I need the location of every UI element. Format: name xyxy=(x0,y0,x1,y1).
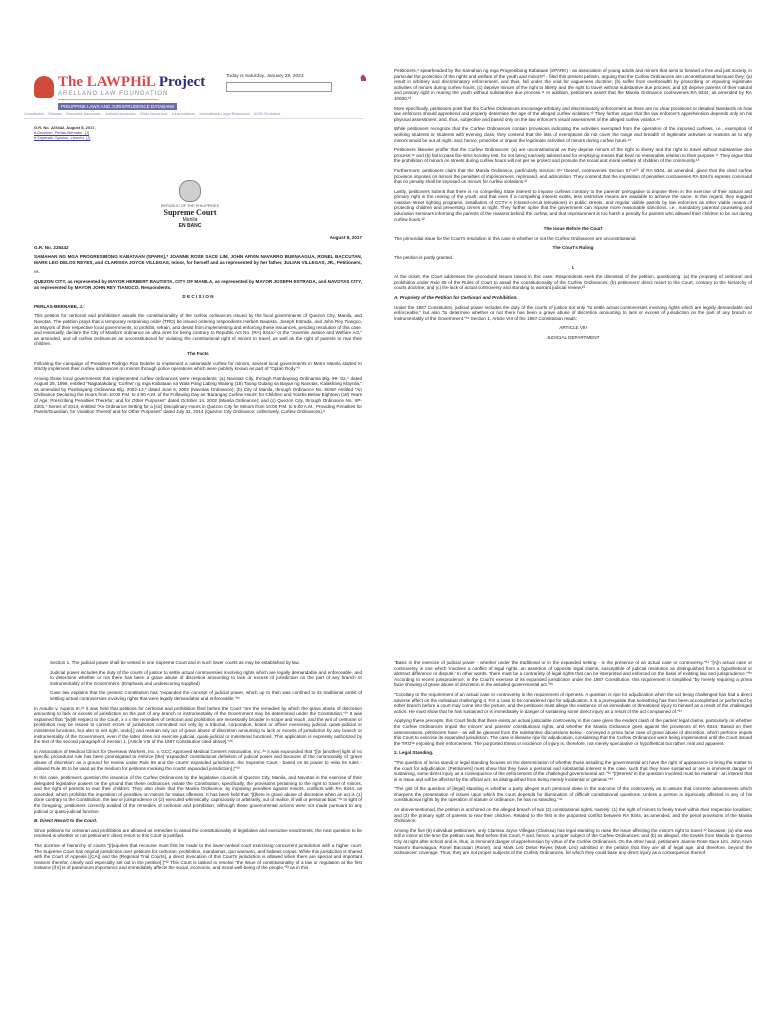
petitioners: SAMAHAN NG MGA PROGRESIBONG KABATAAN (SPARK),* JOANNE ROSE SACE LIM, JOHN ARVIN NAVARRO BUENAAGUA, RONEL BACCUTAN, MARK LEO DELOS REYES, and CLARISSA JOYCE VILLEGAS, minor, for herself and as represented by her father, JULIAN VILLEGAS, JR., Petitioners, xyxy=(34,254,362,265)
supreme-court-seal-icon xyxy=(179,180,201,202)
paragraph: Lastly, petitioners submit that there is no compelling State interest to impose curfews contrary to the parents' prerogative to impose them in the exercise of their natural and primary right in the rearing of the youth, and that even if a compelling interest exists, less restrictive means are available to achieve the same. In this regard, they suggest massive street lighting programs, installation of CCTV s (closed-circuit televisions) in public streets, and regular visible patrols by law enforcers as other viable means of protecting children and preventing crimes at night. They further opine that the government can impose more reasonable sanctions, i.e., mandatory parental counseling and education seminars informing the parents of the reasons behind the curfew, and that imprisonment is too harsh a penalty for parents who allowed their children to be out during curfew hours.²² xyxy=(394,188,752,222)
nav-ausl-exclusive[interactable]: AUSL Exclusive xyxy=(253,112,281,116)
site-title[interactable] xyxy=(58,74,205,91)
nav-statutes[interactable]: Statutes xyxy=(48,112,63,116)
paragraph: While petitioners recognize that the Curfew Ordinances contain provisions indicating the activities exempted from the operation of the imposed curfews, i.e., exemption of working students or students with evening class, they contend that the lists of exemptions do not cover the range and breadth of legitimate activities or reasons as to why minors would be out at night, and, hence, proscribe or impair the legitimate activities of minors during curfew hours.¹⁵ xyxy=(394,126,752,143)
paragraph: Applying these precepts, this Court finds that there exists an actual justiciable controversy in this case given the evident clash of the parties' legal claims, particularly on whether the Curfew Ordinances impair the minors' and parents' constitutional rights, and whether the Manila Ordinance goes against the provisions of RA 9344. Based on their asseverations, petitioners have - as will be gleaned from the substantive discussions below - conveyed a prima facie case of grave abuse of discretion, which perforce impels this Court to exercise its expanded jurisdiction. The case is likewise ripe for adjudication, considering that the Curfew Ordinances were being implemented until the Court issued the TRO³⁸ enjoining their enforcement. The purported threat or incidence of injury is, therefore, not merely speculative or hypothetical but rather, real and apparent. xyxy=(394,718,752,746)
section-heading: I. xyxy=(571,264,575,270)
paragraph: Petitioners,⁹ spearheaded by the Samahan ng mga Progresibong Kabataan (SPARK) - an association of young adults and minors that aims to forward a free and just society, in particular the protection of the rights and welfare of the youth and minors¹⁰ - filed this present petition, arguing that the Curfew Ordinances are unconstitutional because they: (a) result in arbitrary and discriminatory enforcement, and thus, fall under the void for vagueness doctrine; (b) suffer from overbreadth by proscribing or impairing legitimate activities of minors during curfew hours; (c) deprive minors of the right to liberty and the right to travel without substantive due process; and (d) deprive parents of their natural and primary right in rearing the youth without substantive due process.¹¹ In addition, petitioners assert that the Manila Ordinance contravenes RA 9344, as amended by RA 10630.¹² xyxy=(394,68,752,101)
paragraph: This petition for certiorari and prohibition¹ assails the constitutionality of the curfew ordinances issued by the local governments of Quezon City, Manila, and Navotas. The petition prays that a temporary restraining order (TRO) be issued ordering respondents Herbert Bautista, Joseph Estrada, and John Rey Tiangco, as Mayors of their respective local governments, to prohibit, refrain, and desist from implementing and enforcing these issuances, pending resolution of this case, and eventually, declare the City of Manila's ordinance as ultra vires for being contrary to Republic Act No. (RA) 9344,² or the "Juvenile Justice and Welfare Act," as amended, and all curfew ordinances as unconstitutional for violating the constitutional right of minors to travel, as well as the right of parents to rear their children. xyxy=(34,313,362,347)
nav-executive-issuances[interactable]: Executive Issuances xyxy=(66,112,101,116)
paragraph: "Basic in the exercise of judicial power - whether under the traditional or in the expanded setting - is the presence of an actual case or controversy."³⁴ "[A]n actual case or controversy is one which 'involves a conflict of legal rights, an assertion of opposite legal claims, susceptible of judicial resolution as distinguished from a hypothetical or abstract difference or dispute.' In other words, 'there must be a contrariety of legal rights that can be interpreted and enforced on the basis of existing law and jurisprudence.'"³⁵ According to recent jurisprudence, in the Court's exercise of its expanded jurisdiction under the 1987 Constitution, this requirement is simplified "by merely requiring a prima facie showing of grave abuse of discretion in the assailed governmental act."³⁶ xyxy=(394,660,752,688)
paragraph: "The gist of the question of [legal] standing is whether a party alleges such personal stake in the outcome of the controversy as to assure that concrete adverseness which sharpens the presentation of issues upon which the court depends for illumination of difficult constitutional questions. Unless a person is injuriously affected in any of his constitutional rights by the operation of statute or ordinance, he has no standing."⁴¹ xyxy=(394,786,752,803)
paragraph: In Araullo v. Aquino III,²⁶ it was held that petitions for certiorari and prohibition filed before the Court "are the remedies by which the grave abuse of discretion amounting to lack or excess of jurisdiction on the part of any branch or instrumentality of the Government may be determined under the Constitution."²⁷ It was explained that "[w]ith respect to the Court, x x x the remedies of certiorari and prohibition are necessarily broader in scope and reach, and the writ of certiorari or prohibition may be issued to correct errors of jurisdiction committed not only by a tribunal, corporation, board or officer exercising judicial, quasi-judicial or ministerial functions, but also to set right, undo[,] and restrain any act of grave abuse of discretion amounting to lack or excess of jurisdiction by any branch or instrumentality of the Government, even if the latter does not exercise judicial, quasi-judicial or ministerial functions. This application is expressly authorized by the text of the second paragraph of Section 1, [Article VIII of the 1987 Constitution cited above]."²⁸ xyxy=(34,705,362,745)
quoted-paragraph: Section 1. The judicial power shall be vested in one Supreme Court and in such lower courts as may be established by law. xyxy=(50,660,300,665)
court-republic: REPUBLIC OF THE PHILIPPINES xyxy=(160,204,220,208)
home-icon-base xyxy=(361,78,366,81)
paragraph: "The question of locus standi or legal standing focuses on the determination of whether those assailing the governmental act have the right of appearance to bring the matter to the court for adjudication. [Petitioners] must show that they have a personal and substantial interest in the case, such that they have sustained or are in imminent danger of sustaining, some direct injury as a consequence of the enforcement of the challenged governmental act."³⁹ "[I]nterest' in the question involved must be material - an interest that is in issue and will be affected by the official act- as distinguished from being merely incidental or general."⁴⁰ xyxy=(394,759,752,782)
today-date: Today is Saturday, January 28, 2023 xyxy=(226,74,304,79)
paragraph: More specifically, petitioners posit that the Curfew Ordinances encourage arbitrary and discriminatory enforcement as there are no clear provisions or detailed standards on how law enforcers should apprehend and properly determine the age of the alleged curfew violators.¹³ They further argue that the law enforcer's apprehension depends only on his physical assessment, and, thus, subjective and based only on the law enforcer's visual assessment of the alleged curfew violator.¹⁴ xyxy=(394,105,752,122)
section-heading: The Issue Before the Court xyxy=(543,226,603,232)
paragraph: Since petitions for certiorari and prohibition are allowed as remedies to assail the constitutionality of legislative and executive enactments, the next question to be resolved is whether or not petitioners' direct resort to this Court is justified. xyxy=(34,827,362,839)
paragraph: In this case, petitioners question the issuance of the Curfew Ordinances by the legislative councils of Quezon City, Manila, and Navotas in the exercise of their delegated legislative powers on the ground that these ordinances violate the Constitution, specifically, the provisions pertaining to the right to travel of minors, and the right of parents to rear their children. They also claim that the Manila Ordinance, by imposing penalties against minors, conflicts with RA 9344, as amended, which prohibits the imposition of penalties on minors for status offenses. It has been held that "[t]here is grave abuse of discretion when an act is (1) done contrary to the Constitution, the law or jurisprudence or (2) executed whimsically, capriciously or arbitrarily, out of malice, ill will or personal bias."³¹ In light of the foregoing, petitioners correctly availed of the remedies of certiorari and prohibition, although these governmental actions were not made pursuant to any judicial or quasi-judicial function. xyxy=(34,775,362,814)
site-header xyxy=(4,60,376,170)
court-bank: EN BANC xyxy=(178,223,202,229)
paragraph: The primordial issue for the Court's resolution in this case is whether or not the Curfew Ordinances are unconstitutional. xyxy=(394,235,637,241)
respondents: QUEZON CITY, as represented by MAYOR HERBERT BAUTISTA, CITY OF MANILA, as represented by MAYOR JOSEPH ESTRADA, and NAVOTAS CITY, as represented by MAYOR JOHN REY TIANGCO, Respondents. xyxy=(34,278,362,290)
quoted-paragraph: Case law explains that the present Constitution has "expanded the concept of judicial power, which up to then was confined to its traditional ambit of settling actual controversies involving rights that were legally demandable and enforceable."²⁵ xyxy=(50,690,362,701)
paragraph: Following the campaign of President Rodrigo Roa Duterte to implement a nationwide curfew for minors, several local governments in Metro Manila started to strictly implement their curfew ordinances on minors through police operations which were publicly known as part of "Oplan Rody."³ xyxy=(34,360,362,372)
site-banner: PHILIPPINE LAWS AND JURISPRUDENCE DATABANK xyxy=(58,103,177,110)
separate-opinion-link[interactable]: ♦ Separate Opinion, Leonen, [J] xyxy=(34,135,91,140)
nav-constitution[interactable]: Constitution xyxy=(24,112,45,116)
document-page-3 xyxy=(4,650,376,1024)
nav-international-legal-resources[interactable]: International Legal Resources xyxy=(199,112,250,116)
paragraph: "Corollary to the requirement of an actual case or controversy is the requirement of ripeness. A question is ripe for adjudication when the act being challenged has had a direct adverse effect on the individual challenging it. For a case to be considered ripe for adjudication, it is a prerequisite that something has then been accomplished or performed by either branch before a court may come into the picture, and the petitioner must allege the existence of an immediate or threatened injury to himself as a result of the challenged action. He must show that he has sustained or is immediately in danger of sustaining some direct injury as a result of the act complained of."³⁷ xyxy=(394,691,752,714)
paragraph: In Association of Medical Clinics for Overseas Workers, Inc. v. GCC Approved Medical Centers Association, Inc.,²⁹ it was expounded that "[i]n [another] light of no specific procedural rule has been promulgated to enforce [the] 'expanded' constitutional definition of judicial power and because of the commonality of 'grave abuse of discretion' as a ground for review under Rule 65 and the courts' expanded jurisdiction, the Supreme Court - based on its power to relax its rules - allowed Rule 65 to be used as the medium for petitions invoking the courts' expanded jurisdiction[.]"³⁰ xyxy=(34,748,362,771)
decision-link[interactable]: ♦ Decision, Perlas-Bernabe, [J] xyxy=(34,130,89,135)
paragraph: Among those local governments that implemented curfew ordinances were respondents: (a) Navotas City, through Pambayang Ordinansa Blg. 99- 02,⁴ dated August 26, 1999, entitled "Nagtatakdang 'Curfew' ng mga Kabataan na Wala Pang Labing Walong (18) Taong Gulang sa Bayan ng Navotas, Kalakhang Maynila," as amended by Pambayang Ordinansa Blg. 2002-13,⁵ dated June 6, 2002 (Navotas Ordinance); (b) City of Manila, through Ordinance No. 8046⁶ entitled "An Ordinance Declaring the Hours from 10:00 P.M. to 4:00 A.M. of the Following Day as 'Barangay Curfew Hours' for Children and Youths Below Eighteen (18) Years of Age; Prescribing Penalties Therefor; and for Other Purposes" dated October 14, 2002 (Manila Ordinance); and (c) Quezon City, through Ordinance No. SP- 2301,⁷ Series of 2014, entitled "An Ordinance Setting for a [sic] Disciplinary Hours in Quezon City for Minors from 10:00 P.M. to 5:00 A.M., Providing Penalties for Parent/Guardian, for Violation Thereof and for Other Purposes" dated July 31, 2014 (Quezon City Ordinance; collectively, Curfew Ordinances).⁸ xyxy=(34,375,362,415)
paragraph: Petitioners likewise proffer that the Curfew Ordinances: (a) are unconstitutional as they deprive minors of the right to liberty and the right to travel without substantive due process;¹⁶ and (b) fail to pass the strict scrutiny test, for not being narrowly tailored and for employing means that bear no reasonable relation to their purpose.¹⁷ They argue that the prohibition of minors on streets during curfew hours will not per se protect and promote the social and moral welfare of children of the community.¹⁸ xyxy=(394,147,752,164)
court-city: Manila xyxy=(182,217,198,223)
nav-jurisprudence[interactable]: Jurisprudence xyxy=(171,112,196,116)
document-page-2 xyxy=(384,60,766,645)
site-subtitle: ARELLANO LAW FOUNDATION xyxy=(58,91,169,97)
ponente: PERLAS-BERNABE, J.: xyxy=(34,303,85,309)
document-page-4 xyxy=(384,650,766,1024)
decision-heading: D E C I S I O N xyxy=(182,294,214,300)
site-title-suffix: Project xyxy=(158,74,206,90)
decision-date: August 8, 2017 xyxy=(329,235,362,240)
search-input[interactable] xyxy=(226,82,332,92)
paragraph: As abovementioned, the petition is anchored on the alleged breach of two (2) constitutional rights, namely: (1) the right of minors to freely travel within their respective localities; and (2) the primary right of parents to rear their children. Related to the first is the purported conflict between RA 9344, as amended, and the penal provisions of the Manila Ordinance. xyxy=(394,807,752,824)
paragraph: The doctrine of hierarchy of courts "[r]equires that recourse must first be made to the lower-ranked court exercising concurrent jurisdiction with a higher court. The Supreme Court has original jurisdiction over petitions for certiorari, prohibition, mandamus, quo warranto, and habeas corpus. While this jurisdiction is shared with the Court of Appeals [(CA)] and the [Regional Trial Courts], a direct invocation of this Court's jurisdiction is allowed when there are special and important reasons therefor, clearly and especially set out in the petition[.]"³² This Court is tasked to resolve "the issue of constitutionality of a law or regulation at the first instance [if it] is of paramount importance and immediately affects the social, economic, and moral well-being of the people,"³³ as in this xyxy=(34,843,362,871)
nav-judicial-issuances[interactable]: Judicial Issuances xyxy=(104,112,136,116)
paragraph: Among the five (5) individual petitioners, only Clarissa Joyce Villegas (Clarissa) has legal standing to raise the issue affecting the minor's right to travel,⁴² because: (a) she was still a minor at the time the petition was filed before this Court,⁴³ and, hence, a proper subject of the Curfew Ordinances; and (b) as alleged, she travels from Manila to Quezon City at night after school and is, thus, in imminent danger of apprehension by virtue of the Curfew Ordinances. On the other hand, petitioners Joanne Rose Sace Lim, John Arvin Navarro Buenaagua, Ronel Baccutan (Ronel), and Mark Leo Delos Reyes (Mark Leo) admitted in the petition that they are all of legal age, and therefore, beyond the ordinances' coverage. Thus, they are not proper subjects of the Curfew Ordinances, for which they could base any direct injury as a consequence thereof. xyxy=(394,827,753,856)
article-subheading: JUDICIAL DEPARTMENT xyxy=(546,334,600,340)
lawphil-logo-icon xyxy=(34,76,54,98)
quoted-paragraph: Judicial power includes the duty of the courts of justice to settle actual controversies involving rights which are legally demandable and enforceable, and to determine whether or not there has been a grave abuse of discretion amounting to lack or excess of jurisdiction on the part of any branch or instrumentality of the Government. (Emphasis and underscoring supplied) xyxy=(50,669,362,686)
versus: vs. xyxy=(34,269,40,275)
paragraph: The petition is partly granted. xyxy=(394,255,454,261)
document-page-1 xyxy=(4,60,376,645)
paragraph: At the onset, the Court addresses the procedural issues raised in this case. Respondents seek the dismissal of the petition, questioning: (a) the propriety of certiorari and prohibition under Rule 65 of the Rules of Court to assail the constitutionality of the Curfew Ordinances; (b) petitioners' direct resort to the Court, contrary to the hierarchy of courts doctrine; and (c) the lack of actual controversy and standing to warrant judicial review.²³ xyxy=(394,274,752,291)
article-heading: ARTICLE VIII xyxy=(559,325,587,331)
subsection-heading: B. Direct Resort to the Court. xyxy=(34,818,98,824)
site-title-main: The LAWPHiL xyxy=(58,74,156,90)
subsection-heading: 2. Legal Standing. xyxy=(394,750,434,756)
subsection-heading: A. Propriety of the Petition for Certiorari and Prohibition. xyxy=(394,295,518,300)
section-heading: The Court's Ruling xyxy=(552,245,594,251)
section-heading: The Facts xyxy=(187,350,209,356)
divider xyxy=(24,118,364,119)
main-nav xyxy=(24,112,364,116)
divider xyxy=(58,99,158,100)
gr-number: G.R. No. 225442 xyxy=(34,244,69,250)
court-name: Supreme Court xyxy=(163,208,217,217)
case-meta xyxy=(34,125,96,140)
nav-other-issuances[interactable]: Other Issuances xyxy=(139,112,168,116)
case-meta-gr: G.R. No. 225442, August 8, 2017, xyxy=(34,125,96,130)
paragraph: Furthermore, petitioners claim that the Manila Ordinance, particularly Section 4¹⁹ thereof, contravenes Section 57-A²⁰ of RA 9344, as amended, given that the cited curfew provision imposes on minors the penalties of imprisonment, reprimand, and admonition. They contend that the imposition of penalties contravenes RA 9344's express command that no penalty shall be imposed on minors for curfew violations.²¹ xyxy=(394,167,752,185)
paragraph: Under the 1987 Constitution, judicial power includes the duty of the courts of justice not only "to settle actual controversies involving rights which are legally demandable and enforceable," but also "to determine whether or not there has been a grave abuse of discretion amounting to lack or excess of jurisdiction on the part of any branch or instrumentality of the Government."²⁴ Section 1, Article VIII of the 1987 Constitution reads: xyxy=(394,304,752,321)
